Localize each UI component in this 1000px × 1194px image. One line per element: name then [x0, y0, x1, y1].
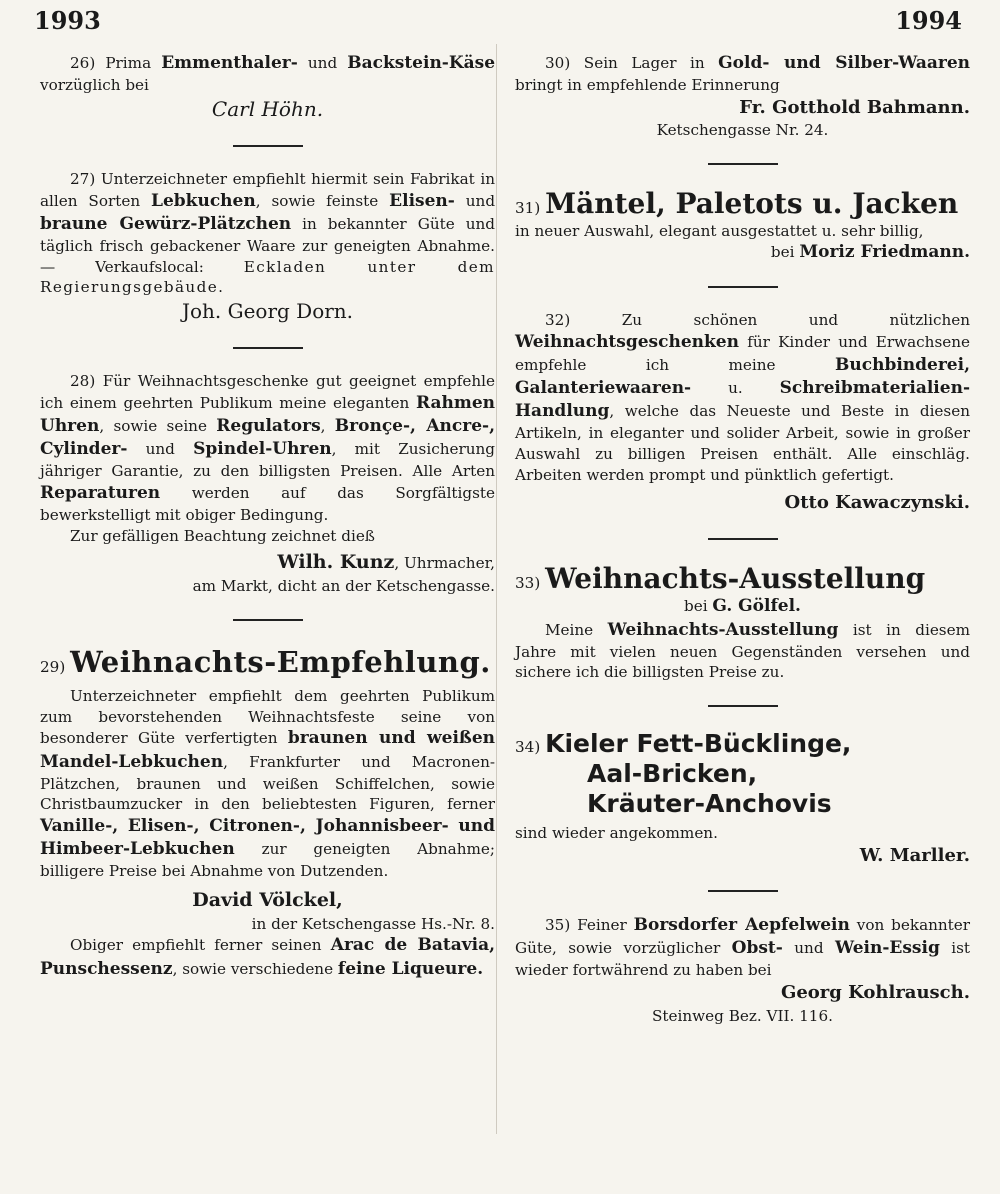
- ad-number: 30): [545, 54, 571, 72]
- ad-headline: Aal-Bricken,: [587, 759, 758, 789]
- ad-product: Weihnachts-Ausstellung: [607, 619, 839, 640]
- ad-headline: Kräuter-Anchovis: [587, 789, 832, 819]
- ad-27: [40, 169, 495, 325]
- ad-text: Sein Lager in: [583, 54, 705, 72]
- ad-29: [40, 643, 495, 981]
- ad-text: bringt in empfehlende Erinnerung: [515, 76, 780, 95]
- ad-product: braunen und weißen Mandel-Lebkuchen: [40, 728, 496, 772]
- ad-text: und: [794, 939, 824, 958]
- ad-product: Backstein-Käse: [347, 53, 496, 73]
- ad-product: Emmenthaler-: [161, 53, 298, 73]
- ad-product: Vanille-, Elisen-, Citronen-, Johannisbeer- und Himbeer-Lebkuchen: [40, 816, 495, 860]
- ad-text: , welche das Neueste und Beste in diesen Artikeln, in eleganter und solider Arbeit, sowie in großer Auswahl zu billigen Preisen enthält. Alle einschläg. Arbeiten werden prompt und pünktlich gefertigt.: [515, 402, 970, 484]
- ad-signature: Fr. Gotthold Bahmann.: [739, 96, 970, 118]
- ad-product: Elisen-: [389, 190, 455, 211]
- ad-product: Reparaturen: [40, 482, 161, 503]
- ad-text: Unterzeichneter empfiehlt dem geehrten Publikum zum bevorstehenden Weihnachtsfeste seine von besonderer Güte verfertigten: [40, 687, 495, 748]
- ad-text: u.: [728, 379, 743, 398]
- ad-32: [515, 310, 970, 516]
- ad-text: , Frankfurter und Macronen-Plätzchen, braunen und weißen Schiffelchen, sowie Christbaumzucker in den beliebtesten Figuren, ferner: [40, 752, 495, 814]
- ad-text: und: [307, 54, 338, 72]
- ad-number: 27): [70, 169, 96, 188]
- ad-signature: Otto Kawaczynski.: [784, 492, 970, 514]
- ad-number: 32): [545, 311, 571, 330]
- ad-text: ,: [320, 416, 326, 435]
- ad-signature: Wilh. Kunz: [277, 551, 395, 574]
- ad-26: [40, 52, 495, 123]
- ad-text: vorzüglich bei: [40, 76, 149, 95]
- ad-number: 31): [515, 198, 541, 217]
- ad-headline: Weihnachts-Empfehlung.: [70, 644, 491, 679]
- ad-product: Bronçe-, Ancre-, Cylinder-: [40, 415, 496, 459]
- ad-text: zur geneigten Abnahme; billigere Preise bei Abnahme von Dutzenden.: [40, 840, 495, 881]
- ad-number: 26): [70, 54, 96, 72]
- ad-product: Lebkuchen: [151, 190, 256, 211]
- ad-text: ist wieder fortwährend zu haben bei: [515, 939, 971, 980]
- ad-text: und: [465, 191, 496, 210]
- ad-number: 28): [70, 372, 96, 391]
- ad-product: Arac de Batavia, Punschessenz: [40, 935, 496, 979]
- separator: [708, 705, 778, 707]
- ad-34: [515, 729, 970, 868]
- ad-address: am Markt, dicht an der Ketschengasse.: [192, 577, 495, 596]
- ad-number: 35): [545, 916, 571, 935]
- ad-text: Zur gefälligen Beachtung zeichnet dieß: [70, 526, 375, 545]
- ad-text: , sowie verschiedene: [172, 959, 334, 978]
- ad-signature: G. Gölfel.: [712, 596, 801, 617]
- ad-text: von bekannter Güte, sowie vorzüglicher: [515, 916, 971, 958]
- ad-product: Buchbinderei, Galanteriewaaren-: [515, 355, 970, 399]
- separator: [708, 538, 778, 540]
- ad-text: , sowie feinste: [255, 191, 379, 210]
- page-number-left: 1993: [34, 6, 101, 35]
- ad-text: Eckladen unter dem Regierungsgebäude.: [40, 257, 495, 297]
- ad-text: und: [145, 439, 175, 458]
- ad-signature: Georg Kohlrausch.: [780, 982, 970, 1004]
- ad-text: Unterzeichneter empfiehlt hiermit sein Fabrikat in allen Sorten: [40, 169, 496, 210]
- separator: [233, 347, 303, 349]
- ad-address: Steinweg Bez. VII. 116.: [652, 1006, 833, 1025]
- ad-product: braune Gewürz-Plätzchen: [40, 213, 292, 234]
- page-number-right: 1994: [895, 6, 962, 35]
- ad-text: für Kinder und Erwachsene empfehle ich meine: [515, 332, 971, 375]
- ad-text: Feiner: [577, 916, 627, 935]
- ad-signature: Joh. Georg Dorn.: [181, 298, 354, 323]
- ad-text: Obiger empfiehlt ferner seinen: [70, 936, 322, 955]
- separator: [708, 163, 778, 165]
- ad-text: , Uhrmacher,: [394, 554, 495, 573]
- ad-text: , sowie seine: [99, 416, 207, 435]
- ad-33: [515, 562, 970, 683]
- ad-product: Weihnachtsgeschenken: [515, 331, 739, 352]
- ad-product: Spindel-Uhren: [193, 438, 332, 459]
- separator: [233, 619, 303, 621]
- ad-text: Für Weihnachtsgeschenke gut geeignet empfehle ich einem geehrten Publikum meine eleganten: [40, 372, 496, 412]
- left-column: [40, 52, 495, 981]
- ad-text: in neuer Auswahl, elegant ausgestattet u. sehr billig,: [515, 221, 924, 240]
- ad-text: , mit Zusicherung jähriger Garantie, zu den billigsten Preisen. Alle Arten: [40, 439, 496, 481]
- ad-signature: David Völckel,: [192, 888, 343, 911]
- ad-product: Wein-Essig: [835, 938, 940, 959]
- ad-headline: Weihnachts-Ausstellung: [545, 561, 926, 595]
- ad-text: bei: [770, 243, 795, 262]
- ad-address: in der Ketschengasse Hs.-Nr. 8.: [251, 914, 495, 933]
- ad-number: 34): [515, 738, 541, 757]
- separator: [708, 286, 778, 288]
- ad-signature: Carl Höhn.: [211, 96, 324, 121]
- ad-headline: Kieler Fett-Bücklinge,: [545, 729, 852, 759]
- ad-text: Prima: [105, 54, 152, 72]
- ad-28: [40, 371, 495, 597]
- separator: [233, 145, 303, 147]
- ad-text: Meine: [545, 620, 594, 639]
- ad-text: Zu schönen und nützlichen: [621, 311, 971, 330]
- ad-text: in bekannter Güte und täglich frisch gebackener Waare zur geneigten Abnahme. — Verkaufslocal:: [40, 214, 495, 276]
- ad-text: ist in diesem Jahre mit vielen neuen Gegenständen versehen und sichere ich die billigsten Preise zu.: [515, 620, 970, 682]
- ad-product: Regulators: [216, 415, 321, 436]
- ad-text: bei: [684, 597, 708, 616]
- ad-product: Borsdorfer Aepfelwein: [633, 915, 850, 936]
- ad-31: [515, 187, 970, 264]
- ad-number: 29): [40, 657, 66, 676]
- ad-text: werden auf das Sorgfältigste bewerkstelligt mit obiger Bedingung.: [40, 483, 495, 524]
- separator: [708, 890, 778, 892]
- ad-signature: W. Marller.: [859, 844, 970, 866]
- ad-product: feine Liqueure.: [337, 958, 484, 979]
- ad-headline: Mäntel, Paletots u. Jacken: [545, 186, 959, 220]
- column-divider: [496, 44, 497, 1134]
- ad-signature: Moriz Friedmann.: [799, 242, 970, 263]
- ad-product: Schreibmaterialien-Handlung: [515, 378, 970, 422]
- ad-product: Rahmen Uhren: [40, 392, 496, 436]
- ad-address: Ketschengasse Nr. 24.: [656, 121, 829, 140]
- ad-product: Gold- und Silber-Waaren: [718, 53, 971, 73]
- ad-30: [515, 52, 970, 141]
- right-column: [515, 52, 970, 1026]
- ad-35: [515, 914, 970, 1026]
- ad-text: sind wieder angekommen.: [515, 824, 718, 843]
- ad-product: Obst-: [731, 938, 783, 959]
- ad-number: 33): [515, 573, 541, 592]
